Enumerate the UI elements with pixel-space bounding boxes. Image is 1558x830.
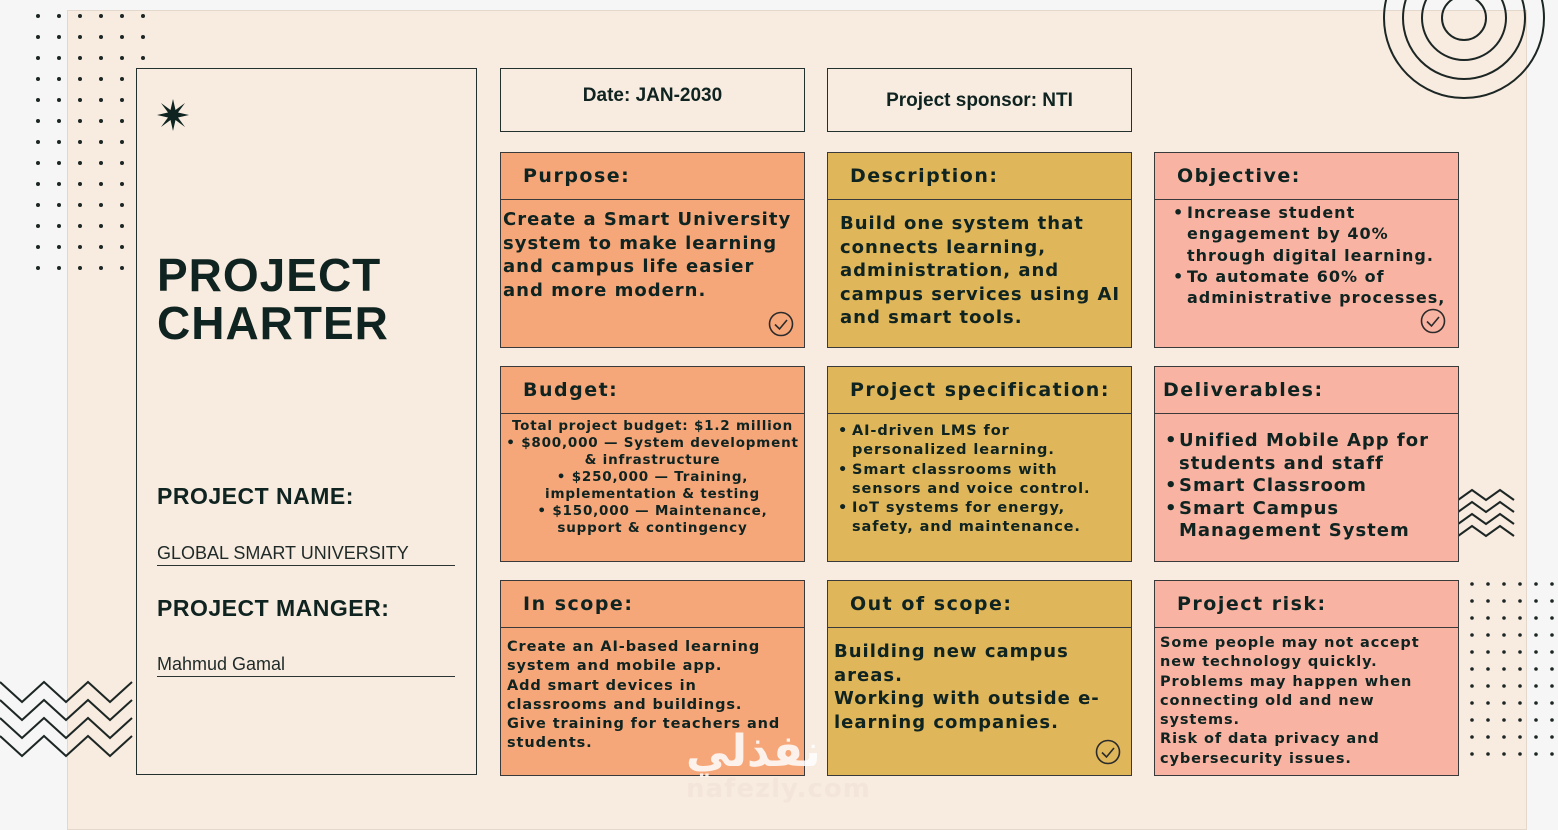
description-title: Description: xyxy=(828,153,1131,200)
risk-line: Risk of data privacy and cybersecurity issues. xyxy=(1160,731,1380,767)
out-of-scope-line: Working with outside e-learning companies. xyxy=(834,688,1100,733)
out-of-scope-card xyxy=(827,580,1132,776)
deliverables-card xyxy=(1154,366,1459,562)
list-item: • AI-driven LMS for personalized learning. xyxy=(852,422,1131,461)
budget-total: Total project budget: $1.2 million xyxy=(511,418,794,434)
in-scope-line: Create an AI-based learning system and mobile app. xyxy=(507,639,761,675)
description-card xyxy=(827,152,1132,348)
check-circle-icon xyxy=(1420,308,1446,334)
objective-title: Objective: xyxy=(1155,153,1458,200)
date-box xyxy=(500,68,805,132)
dot-grid-decoration xyxy=(1466,578,1558,763)
list-item: • IoT systems for energy, safety, and maintenance. xyxy=(852,499,1131,538)
project-info-panel xyxy=(136,68,477,775)
in-scope-title: In scope: xyxy=(501,581,804,628)
list-item: • $800,000 — System development & infrastructure xyxy=(506,435,799,468)
zigzag-decoration xyxy=(1458,486,1518,544)
page-title: PROJECT CHARTER xyxy=(157,249,389,349)
star-icon xyxy=(157,99,189,131)
project-manager-label: PROJECT MANGER: xyxy=(157,595,390,621)
project-manager-value: Mahmud Gamal xyxy=(157,654,455,677)
list-item: • To automate 60% of administrative processes, xyxy=(1187,266,1452,309)
list-item: • $250,000 — Training, implementation & testing xyxy=(545,469,760,502)
project-name-label: PROJECT NAME: xyxy=(157,483,354,509)
list-item: • Smart Campus Management System xyxy=(1179,498,1452,543)
list-item: • Increase student engagement by 40% through digital learning. xyxy=(1187,202,1452,266)
risk-title: Project risk: xyxy=(1155,581,1458,628)
list-item: • Unified Mobile App for students and staff xyxy=(1179,430,1452,475)
out-of-scope-line: Building new campus areas. xyxy=(834,641,1069,686)
objective-card xyxy=(1154,152,1459,348)
in-scope-line: Give training for teachers and students. xyxy=(507,716,781,752)
sponsor-text: Project sponsor: NTI xyxy=(886,90,1073,111)
watermark-arabic: نفذلي xyxy=(686,726,821,777)
in-scope-line: Add smart devices in classrooms and buildings. xyxy=(507,677,743,713)
purpose-text: Create a Smart University system to make learning and campus life easier and more modern. xyxy=(503,209,792,301)
objective-list xyxy=(1171,202,1452,308)
check-circle-icon xyxy=(768,311,794,337)
specification-list xyxy=(836,422,1131,538)
specification-title: Project specification: xyxy=(828,367,1131,414)
watermark-logo xyxy=(686,726,871,804)
watermark-latin: nafezly.com xyxy=(686,774,871,804)
date-text: Date: JAN-2030 xyxy=(582,85,723,106)
list-item: • Smart Classroom xyxy=(1179,475,1452,498)
description-text: Build one system that connects learning, administration, and campus services using AI and smart tools. xyxy=(840,213,1121,328)
risk-line: Some people may not accept new technology quickly. xyxy=(1160,635,1420,671)
deliverables-title: Deliverables: xyxy=(1155,367,1458,414)
list-item: • $150,000 — Maintenance, support & contingency xyxy=(537,503,768,536)
project-name-value: GLOBAL SMART UNIVERSITY xyxy=(157,543,455,566)
deliverables-list xyxy=(1163,430,1452,543)
budget-card xyxy=(500,366,805,562)
out-of-scope-title: Out of scope: xyxy=(828,581,1131,628)
list-item: • Smart classrooms with sensors and voice control. xyxy=(852,461,1131,500)
zigzag-decoration xyxy=(0,672,137,764)
risk-line: Problems may happen when connecting old and new systems. xyxy=(1160,673,1413,729)
budget-title: Budget: xyxy=(501,367,804,414)
specification-card xyxy=(827,366,1132,562)
check-circle-icon xyxy=(1095,739,1121,765)
risk-card xyxy=(1154,580,1459,776)
purpose-card xyxy=(500,152,805,348)
sponsor-box xyxy=(827,68,1132,132)
concentric-circles-decoration xyxy=(1370,0,1558,104)
purpose-title: Purpose: xyxy=(501,153,804,200)
